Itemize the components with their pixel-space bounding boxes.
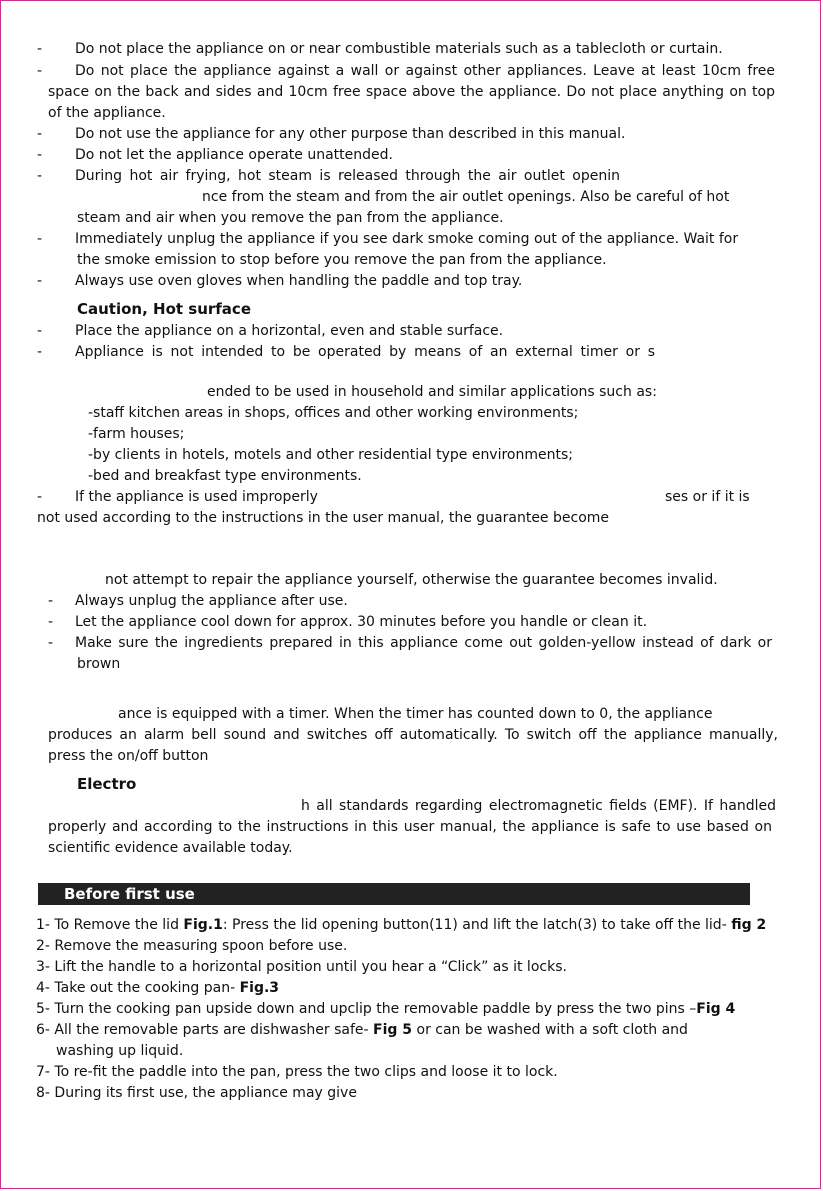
step-line: 1- To Remove the lid Fig.1: Press the lid opening button(11) and lift the latch(3) to take off the lid- fig 2 — [36, 917, 767, 933]
text-line: Place the appliance on a horizontal, even and stable surface. — [75, 323, 504, 339]
dash: - — [37, 273, 43, 289]
text-line: nce from the steam and from the air outlet openings. Also be careful of hot — [202, 189, 730, 205]
text-line: Always unplug the appliance after use. — [75, 593, 348, 609]
dash: - — [37, 231, 43, 247]
step-line: washing up liquid. — [56, 1043, 184, 1059]
section-title: Before first use — [64, 885, 195, 903]
text-line: ance is equipped with a timer. When the timer has counted down to 0, the appliance — [118, 706, 713, 722]
dash: - — [37, 147, 43, 163]
dash: - — [37, 63, 43, 79]
step-line: 2- Remove the measuring spoon before use. — [36, 938, 348, 954]
text-line: -bed and breakfast type environments. — [88, 468, 362, 484]
step-line: 5- Turn the cooking pan upside down and upclip the removable paddle by press the two pins –Fig 4 — [36, 1001, 736, 1017]
step-line: 7- To re-fit the paddle into the pan, press the two clips and loose it to lock. — [36, 1064, 558, 1080]
text-line: scientific evidence available today. — [48, 840, 293, 856]
text-line: During hot air frying, hot steam is released through the air outlet openin — [75, 168, 620, 184]
dash: - — [48, 635, 54, 651]
dash: - — [37, 41, 43, 57]
text-line: produces an alarm bell sound and switches off automatically. To switch off the appliance manually, — [48, 727, 778, 743]
step-line: 4- Take out the cooking pan- Fig.3 — [36, 980, 280, 996]
text-line: If the appliance is used improperly — [75, 489, 318, 505]
text-line: Immediately unplug the appliance if you see dark smoke coming out of the appliance. Wait for — [75, 231, 739, 247]
step-line: 6- All the removable parts are dishwasher safe- Fig 5 or can be washed with a soft cloth and — [36, 1022, 688, 1038]
text-line: brown — [77, 656, 121, 672]
dash: - — [48, 614, 54, 630]
text-line: Do not place the appliance on or near combustible materials such as a tablecloth or curtain. — [75, 41, 723, 57]
dash: - — [37, 323, 43, 339]
dash: - — [37, 344, 43, 360]
text-line: Let the appliance cool down for approx. 30 minutes before you handle or clean it. — [75, 614, 648, 630]
text-line: -staff kitchen areas in shops, offices and other working environments; — [88, 405, 579, 421]
caution-heading: Caution, Hot surface — [77, 300, 251, 318]
text-line: Do not place the appliance against a wall or against other appliances. Leave at least 10cm free — [75, 63, 775, 79]
text-line: Always use oven gloves when handling the paddle and top tray. — [75, 273, 523, 289]
text-line: Do not use the appliance for any other purpose than described in this manual. — [75, 126, 626, 142]
text-line: the smoke emission to stop before you remove the pan from the appliance. — [77, 252, 607, 268]
emf-heading: Electro — [77, 775, 137, 793]
step-line: 3- Lift the handle to a horizontal position until you hear a “Click” as it locks. — [36, 959, 567, 975]
text-line: steam and air when you remove the pan from the appliance. — [77, 210, 504, 226]
dash: - — [48, 593, 54, 609]
text-line: -farm houses; — [88, 426, 185, 442]
text-line: not used according to the instructions in the user manual, the guarantee become — [37, 510, 610, 526]
text-line: ended to be used in household and similar applications such as: — [207, 384, 657, 400]
text-line: of the appliance. — [48, 105, 166, 121]
text-line: Make sure the ingredients prepared in this appliance come out golden-yellow instead of dark or — [75, 635, 772, 651]
step-line: 8- During its first use, the appliance may give — [36, 1085, 357, 1101]
section-header-bar — [38, 883, 750, 905]
text-line: Do not let the appliance operate unattended. — [75, 147, 393, 163]
text-line: not attempt to repair the appliance yourself, otherwise the guarantee becomes invalid. — [105, 572, 718, 588]
text-line: properly and according to the instructions in this user manual, the appliance is safe to use based on — [48, 819, 772, 835]
dash: - — [37, 168, 43, 184]
text-line: -by clients in hotels, motels and other residential type environments; — [88, 447, 573, 463]
text-line: space on the back and sides and 10cm free space above the appliance. Do not place anything on top — [48, 84, 775, 100]
dash: - — [37, 126, 43, 142]
text-line: ses or if it is — [665, 489, 750, 505]
text-line: h all standards regarding electromagnetic fields (EMF). If handled — [301, 798, 776, 814]
text-line: press the on/off button — [48, 748, 209, 764]
dash: - — [37, 489, 43, 505]
text-line: Appliance is not intended to be operated by means of an external timer or s — [75, 344, 655, 360]
